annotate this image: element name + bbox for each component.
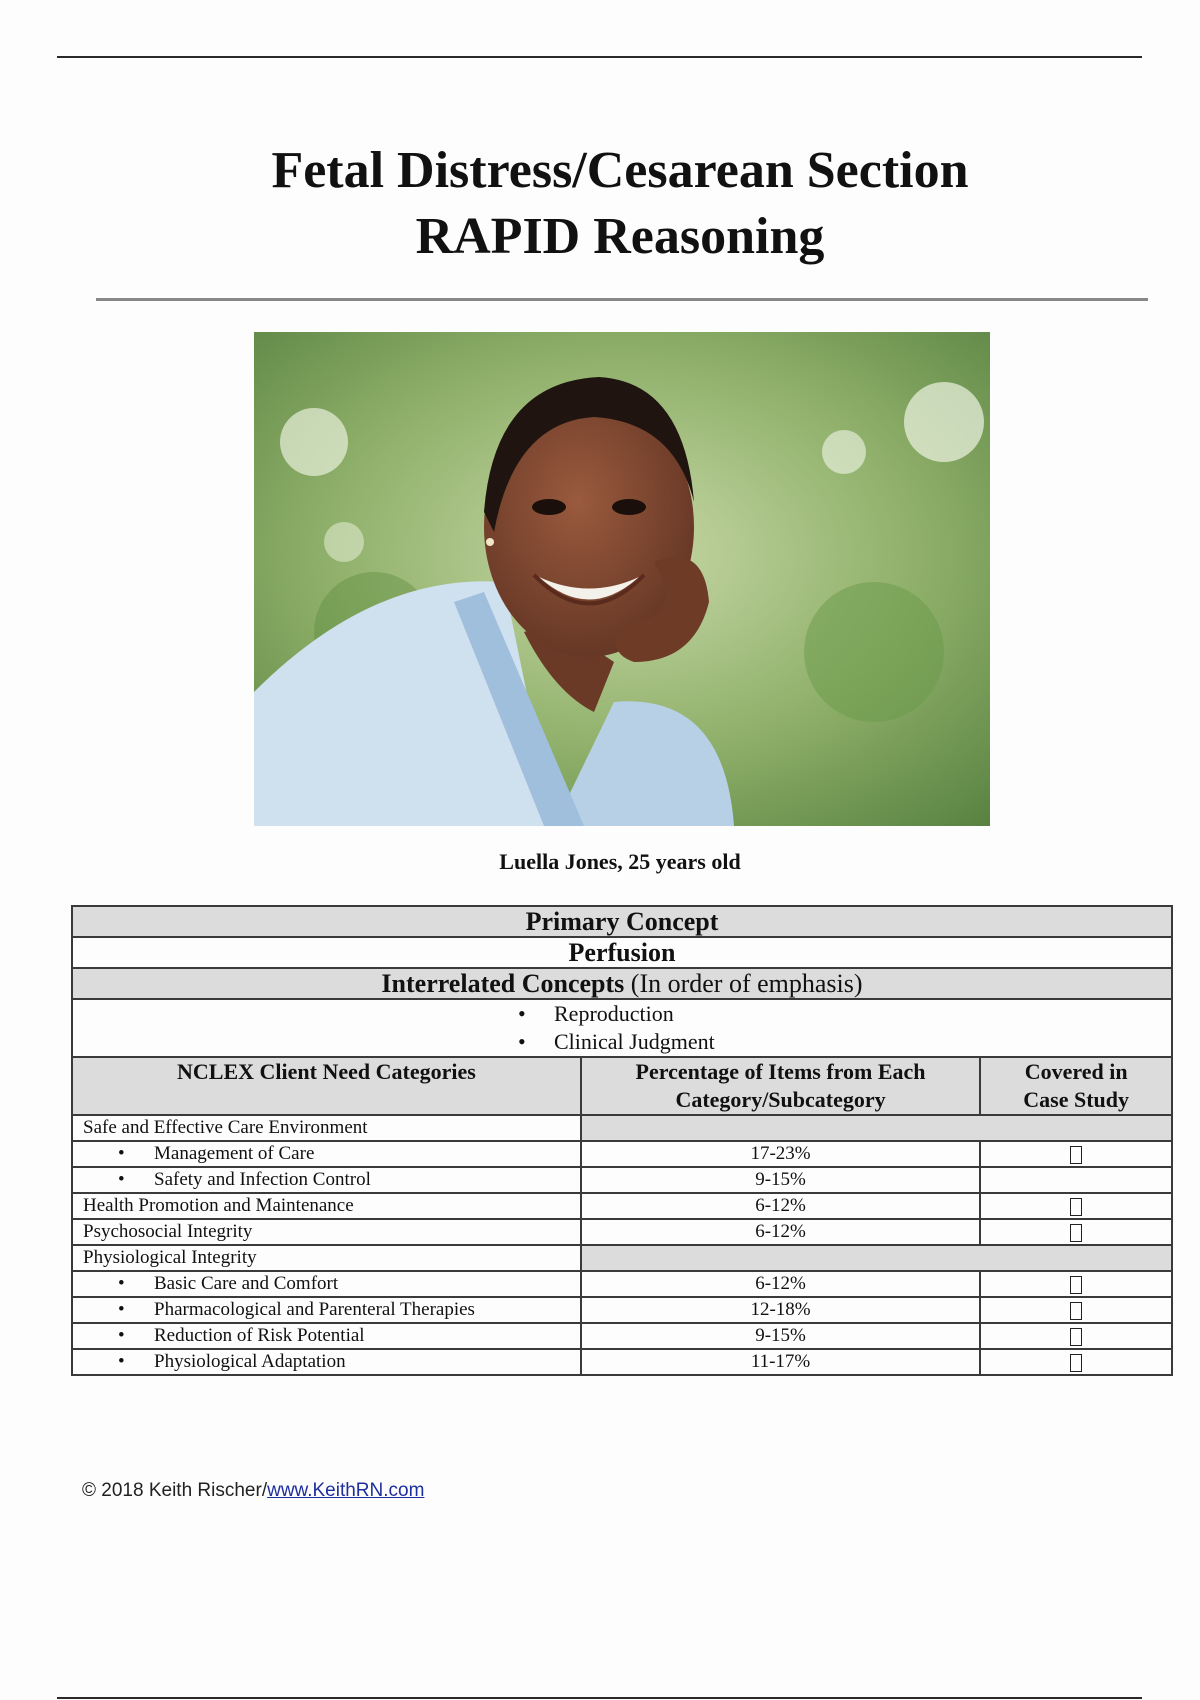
- category-label: • Basic Care and Comfort: [72, 1271, 581, 1297]
- patient-photo: [254, 332, 990, 826]
- table-row: [72, 1193, 1172, 1219]
- category-label: • Safety and Infection Control: [72, 1167, 581, 1193]
- table-row: [72, 1141, 1172, 1167]
- covered-cell: [980, 1349, 1172, 1375]
- covered-cell: [980, 1167, 1172, 1193]
- checkbox-icon: [1070, 1146, 1082, 1164]
- primary-concept-value: Perfusion: [72, 937, 1172, 968]
- covered-cell: [980, 1297, 1172, 1323]
- checkbox-icon: [1070, 1198, 1082, 1216]
- interrelated-concepts-list: [72, 999, 1172, 1057]
- primary-concept-header: Primary Concept: [72, 906, 1172, 937]
- category-label: Psychosocial Integrity: [72, 1219, 581, 1245]
- checkbox-icon: [1070, 1354, 1082, 1372]
- percentage-cell: 17-23%: [581, 1141, 980, 1167]
- percentage-cell: [581, 1245, 1172, 1271]
- category-label: • Management of Care: [72, 1141, 581, 1167]
- patient-photo-illustration: [254, 332, 990, 826]
- percentage-cell: 6-12%: [581, 1219, 980, 1245]
- column-header-categories: NCLEX Client Need Categories: [72, 1057, 581, 1115]
- category-label: Safe and Effective Care Environment: [72, 1115, 581, 1141]
- interrelated-concepts-header: Interrelated Concepts (In order of emphasis): [72, 968, 1172, 999]
- table-row: [72, 1349, 1172, 1375]
- table-row: [72, 1115, 1172, 1141]
- percentage-cell: [581, 1115, 1172, 1141]
- concepts-nclex-table: [71, 905, 1173, 1376]
- table-row: [72, 1245, 1172, 1271]
- concept-item: • Clinical Judgment: [518, 1028, 1171, 1056]
- percentage-cell: 11-17%: [581, 1349, 980, 1375]
- checkbox-icon: [1070, 1328, 1082, 1346]
- covered-cell: [980, 1271, 1172, 1297]
- percentage-cell: 6-12%: [581, 1271, 980, 1297]
- keithrn-link[interactable]: www.KeithRN.com: [267, 1480, 425, 1501]
- category-label: Physiological Integrity: [72, 1245, 581, 1271]
- covered-cell: [980, 1141, 1172, 1167]
- column-header-percentage: Percentage of Items from Each Category/Subcategory: [581, 1057, 980, 1115]
- percentage-cell: 9-15%: [581, 1323, 980, 1349]
- percentage-cell: 12-18%: [581, 1297, 980, 1323]
- covered-cell: [980, 1219, 1172, 1245]
- category-label: • Pharmacological and Parenteral Therapies: [72, 1297, 581, 1323]
- checkbox-icon: [1070, 1302, 1082, 1320]
- title-divider: [96, 298, 1148, 301]
- category-label: • Reduction of Risk Potential: [72, 1323, 581, 1349]
- table-row: [72, 1167, 1172, 1193]
- category-label: Health Promotion and Maintenance: [72, 1193, 581, 1219]
- covered-cell: [980, 1193, 1172, 1219]
- concept-item: • Reproduction: [518, 1000, 1171, 1028]
- covered-cell: [980, 1323, 1172, 1349]
- top-rule: [57, 56, 1142, 58]
- document-title: [0, 138, 1200, 270]
- category-label: • Physiological Adaptation: [72, 1349, 581, 1375]
- percentage-cell: 6-12%: [581, 1193, 980, 1219]
- table-row: [72, 1271, 1172, 1297]
- title-line-2: RAPID Reasoning: [415, 208, 825, 265]
- patient-caption: Luella Jones, 25 years old: [499, 849, 741, 874]
- checkbox-icon: [1070, 1276, 1082, 1294]
- title-line-1: Fetal Distress/Cesarean Section: [271, 142, 969, 199]
- footer-copyright: © 2018 Keith Rischer/www.KeithRN.com: [82, 1480, 425, 1501]
- percentage-cell: 9-15%: [581, 1167, 980, 1193]
- table-row: [72, 1323, 1172, 1349]
- column-header-covered: Covered in Case Study: [980, 1057, 1172, 1115]
- table-row: [72, 1297, 1172, 1323]
- bottom-rule: [57, 1697, 1142, 1699]
- checkbox-icon: [1070, 1224, 1082, 1242]
- table-row: [72, 1219, 1172, 1245]
